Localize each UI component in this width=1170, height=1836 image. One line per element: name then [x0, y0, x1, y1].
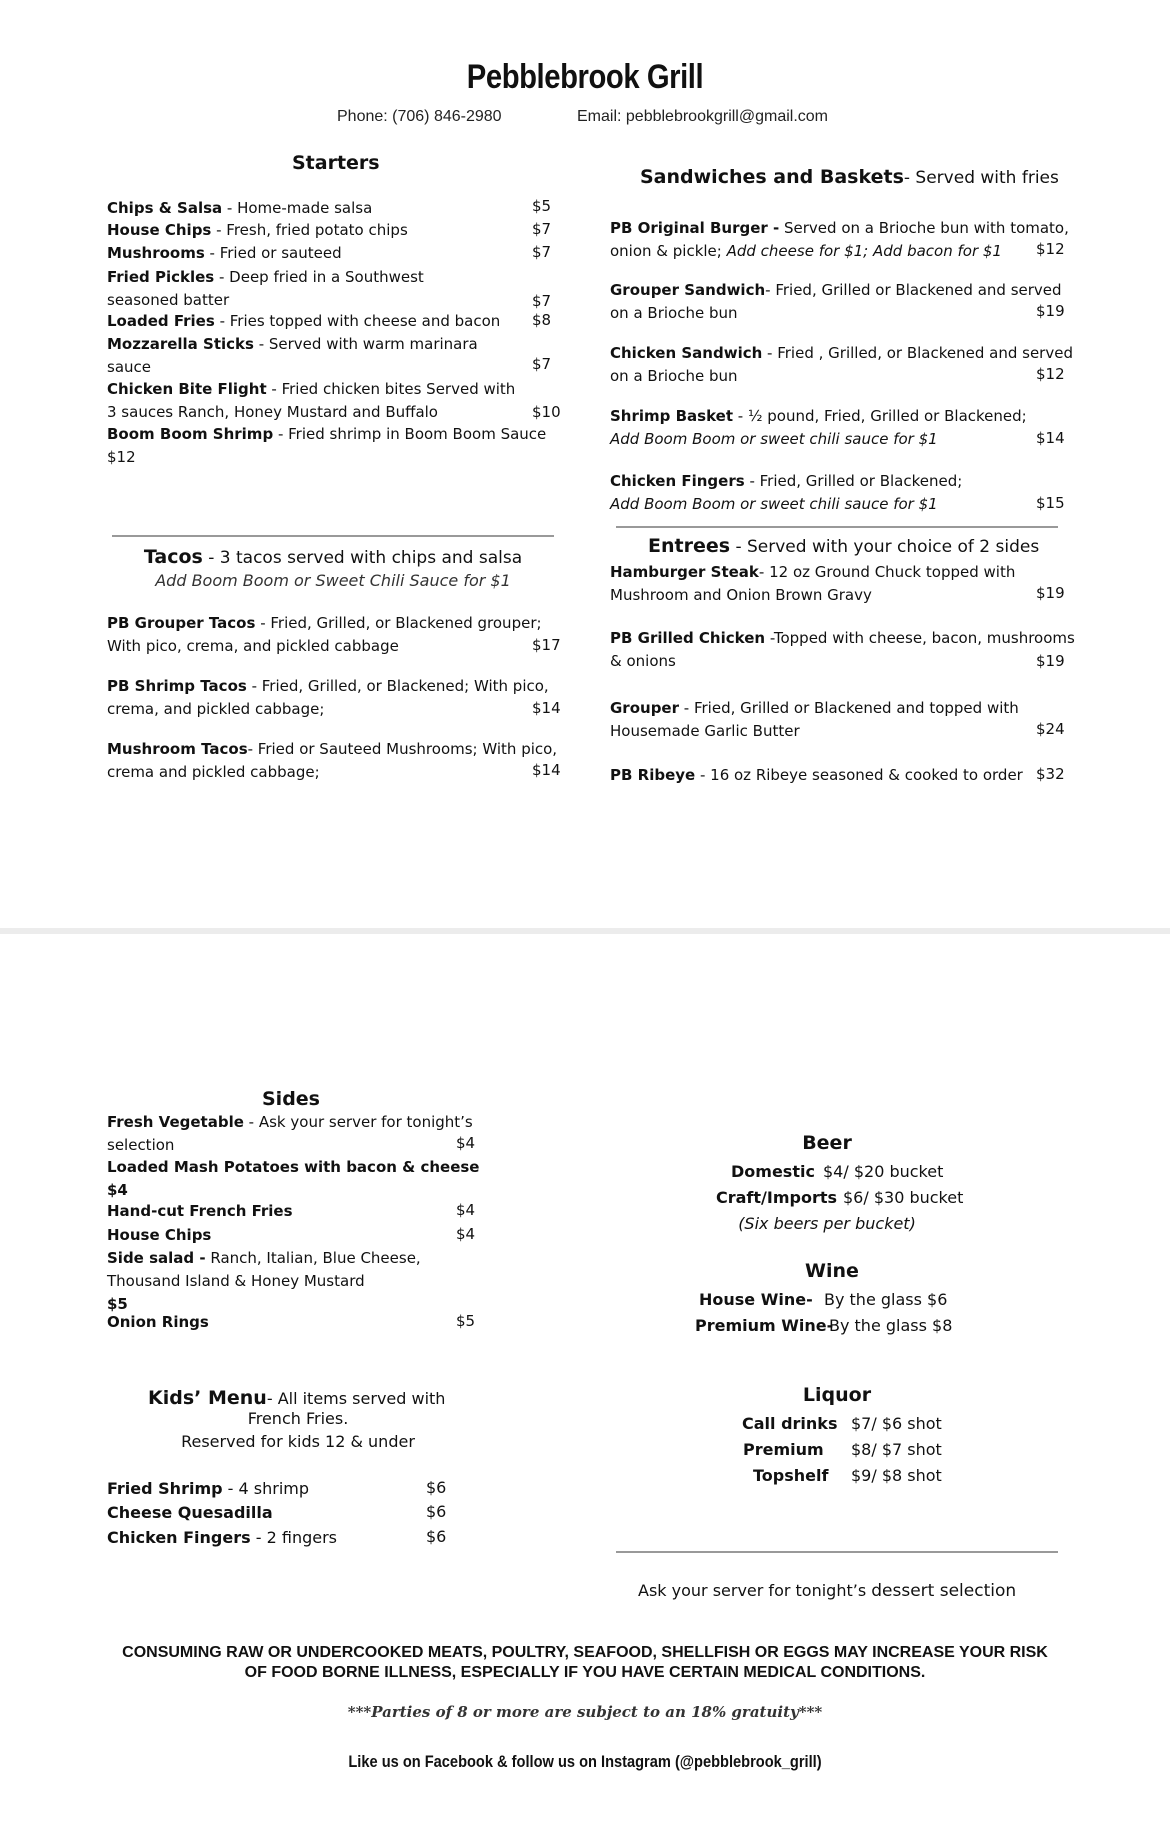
starter-item: Chicken Bite Flight - Fried chicken bites Served with 3 sauces Ranch, Honey Mustard and Buffalo: [107, 380, 516, 421]
section-divider: [616, 1551, 1058, 1553]
sandwich-item: PB Original Burger - Served on a Brioche bun with tomato, onion & pickle; Add cheese for $1; Add bacon for $1: [610, 219, 1069, 260]
kids-subheading: - All items served with: [266, 1389, 446, 1408]
starter-item: Mozzarella Sticks - Served with warm marinara sauce: [107, 335, 478, 376]
sandwich-price: $15: [1036, 494, 1065, 512]
kids-heading: Kids’ Menu: [148, 1387, 267, 1409]
entree-price: $24: [1036, 720, 1065, 738]
kids-item: Chicken Fingers - 2 fingers: [107, 1528, 337, 1547]
section-divider: [616, 526, 1058, 528]
sandwich-price: $19: [1036, 302, 1065, 320]
entree-item: Hamburger Steak- 12 oz Ground Chuck topped with Mushroom and Onion Brown Gravy: [610, 563, 1016, 604]
kids-item: Fried Shrimp - 4 shrimp: [107, 1479, 310, 1498]
starter-item: Boom Boom Shrimp - Fried shrimp in Boom Boom Sauce $12: [107, 425, 547, 466]
side-item: Onion Rings: [107, 1313, 209, 1331]
gratuity-note: ***Parties of 8 or more are subject to an 18% gratuity***: [347, 1703, 823, 1721]
starter-item: Mushrooms - Fried or sauteed: [107, 244, 342, 262]
beer-heading: Beer: [802, 1132, 852, 1154]
taco-price: $14: [532, 699, 561, 717]
sandwiches-subheading: - Served with fries: [903, 168, 1059, 188]
side-item: House Chips: [107, 1226, 212, 1244]
tacos-heading: Tacos: [143, 546, 203, 568]
taco-price: $14: [532, 761, 561, 779]
wine-heading: Wine: [805, 1260, 859, 1282]
tacos-subheading: - 3 tacos served with chips and salsa: [202, 548, 523, 568]
side-price: $4: [456, 1225, 476, 1243]
entrees-heading: Entrees: [648, 535, 731, 557]
wine-house-price: By the glass $6: [824, 1290, 948, 1309]
taco-item: Mushroom Tacos- Fried or Sauteed Mushrooms; With pico, crema and pickled cabbage;: [107, 740, 558, 781]
kids-heading-block: [148, 1387, 445, 1409]
starter-price: $8: [532, 311, 552, 329]
beer-craft-price: $6/ $30 bucket: [843, 1188, 964, 1207]
starter-item: Chips & Salsa - Home-made salsa: [107, 199, 373, 217]
starter-item: Fried Pickles - Deep fried in a Southwest seasoned batter: [107, 268, 424, 309]
tacos-heading-block: [107, 546, 559, 568]
kids-price: $6: [426, 1502, 447, 1521]
dessert-note: Ask your server for tonight’s dessert selection: [638, 1581, 1017, 1601]
entree-price: $19: [1036, 584, 1065, 602]
kids-age-note: Reserved for kids 12 & under: [181, 1432, 415, 1451]
starter-price: $7: [532, 243, 552, 261]
sandwich-item: Shrimp Basket - ½ pound, Fried, Grilled or Blackened; Add Boom Boom or sweet chili sauce for $1: [610, 407, 1027, 448]
email-address: Email: pebblebrookgrill@gmail.com: [577, 108, 829, 125]
restaurant-title: Pebblebrook Grill: [466, 58, 704, 96]
liquor-topshelf-price: $9/ $8 shot: [851, 1466, 942, 1485]
side-price: $4: [456, 1201, 476, 1219]
sandwich-price: $14: [1036, 429, 1065, 447]
side-price: $4: [456, 1134, 476, 1152]
entrees-heading-block: [648, 535, 1039, 557]
side-item: Loaded Mash Potatoes with bacon & cheese $4: [107, 1158, 480, 1199]
sandwich-item: Chicken Sandwich - Fried , Grilled, or Blackened and served on a Brioche bun: [610, 344, 1073, 385]
sandwich-item: Chicken Fingers - Fried, Grilled or Blackened; Add Boom Boom or sweet chili sauce for $1: [610, 472, 963, 513]
phone-number: Phone: (706) 846-2980: [337, 108, 502, 125]
sandwich-price: $12: [1036, 240, 1065, 258]
starter-price: $7: [532, 355, 552, 373]
starters-heading: Starters: [292, 152, 380, 174]
tacos-note: Add Boom Boom or Sweet Chili Sauce for $1: [155, 571, 511, 590]
wine-premium-price: By the glass $8: [829, 1316, 953, 1335]
section-divider: [112, 535, 554, 537]
side-item: Fresh Vegetable - Ask your server for tonight’s selection: [107, 1113, 473, 1154]
starter-item: Loaded Fries - Fries topped with cheese and bacon: [107, 312, 501, 330]
side-item: Side salad - Ranch, Italian, Blue Cheese, Thousand Island & Honey Mustard $5: [107, 1249, 421, 1313]
sandwich-item: Grouper Sandwich- Fried, Grilled or Blackened and served on a Brioche bun: [610, 281, 1062, 322]
taco-item: PB Grouper Tacos - Fried, Grilled, or Blackened grouper; With pico, crema, and pickled cabbage: [107, 614, 542, 655]
entree-price: $19: [1036, 652, 1065, 670]
social-media-note: Like us on Facebook & follow us on Instagram (@pebblebrook_grill): [348, 1752, 822, 1771]
taco-price: $17: [532, 636, 561, 654]
entree-item: PB Grilled Chicken -Topped with cheese, bacon, mushrooms & onions: [610, 629, 1075, 670]
liquor-topshelf-label: Topshelf: [753, 1466, 829, 1485]
liquor-call-price: $7/ $6 shot: [851, 1414, 942, 1433]
kids-price: $6: [426, 1527, 447, 1546]
entrees-subheading: - Served with your choice of 2 sides: [730, 537, 1040, 557]
entree-item: PB Ribeye - 16 oz Ribeye seasoned & cooked to order: [610, 766, 1023, 784]
sides-heading: Sides: [262, 1088, 320, 1110]
kids-note: French Fries.: [247, 1409, 349, 1428]
food-safety-warning: CONSUMING RAW OR UNDERCOOKED MEATS, POULTRY, SEAFOOD, SHELLFISH OR EGGS MAY INCREASE YOUR RISK OF FOOD BORNE ILLNESS, ESPECIALLY IF YOU HAVE CERTAIN MEDICAL CONDITIONS.: [122, 1644, 1048, 1681]
beer-note: (Six beers per bucket): [738, 1214, 916, 1233]
beer-domestic-price: $4/ $20 bucket: [823, 1162, 944, 1181]
entree-item: Grouper - Fried, Grilled or Blackened and topped with Housemade Garlic Butter: [610, 699, 1019, 740]
starter-price: $7: [532, 220, 552, 238]
sandwiches-heading: Sandwiches and Baskets: [640, 166, 904, 188]
kids-price: $6: [426, 1478, 447, 1497]
entree-price: $32: [1036, 765, 1065, 783]
sandwich-price: $12: [1036, 365, 1065, 383]
liquor-premium-label: Premium: [743, 1440, 824, 1459]
liquor-heading: Liquor: [802, 1384, 872, 1406]
starter-item: House Chips - Fresh, fried potato chips: [107, 221, 408, 239]
liquor-premium-price: $8/ $7 shot: [851, 1440, 942, 1459]
side-item: Hand-cut French Fries: [107, 1202, 293, 1220]
side-price: $5: [456, 1312, 476, 1330]
wine-premium-label: Premium Wine-: [695, 1316, 834, 1335]
liquor-call-label: Call drinks: [742, 1414, 838, 1433]
starter-price: $7: [532, 292, 552, 310]
page-break-band: [0, 928, 1170, 934]
beer-domestic-label: Domestic: [731, 1162, 815, 1181]
kids-item: Cheese Quesadilla: [107, 1503, 273, 1522]
beer-craft-label: Craft/Imports: [716, 1188, 838, 1207]
wine-house-label: House Wine-: [699, 1290, 813, 1309]
sandwiches-heading-block: [640, 166, 1059, 188]
taco-item: PB Shrimp Tacos - Fried, Grilled, or Blackened; With pico, crema, and pickled cabbage;: [107, 677, 549, 718]
starter-price: $5: [532, 197, 552, 215]
starter-price: $10: [532, 403, 561, 421]
